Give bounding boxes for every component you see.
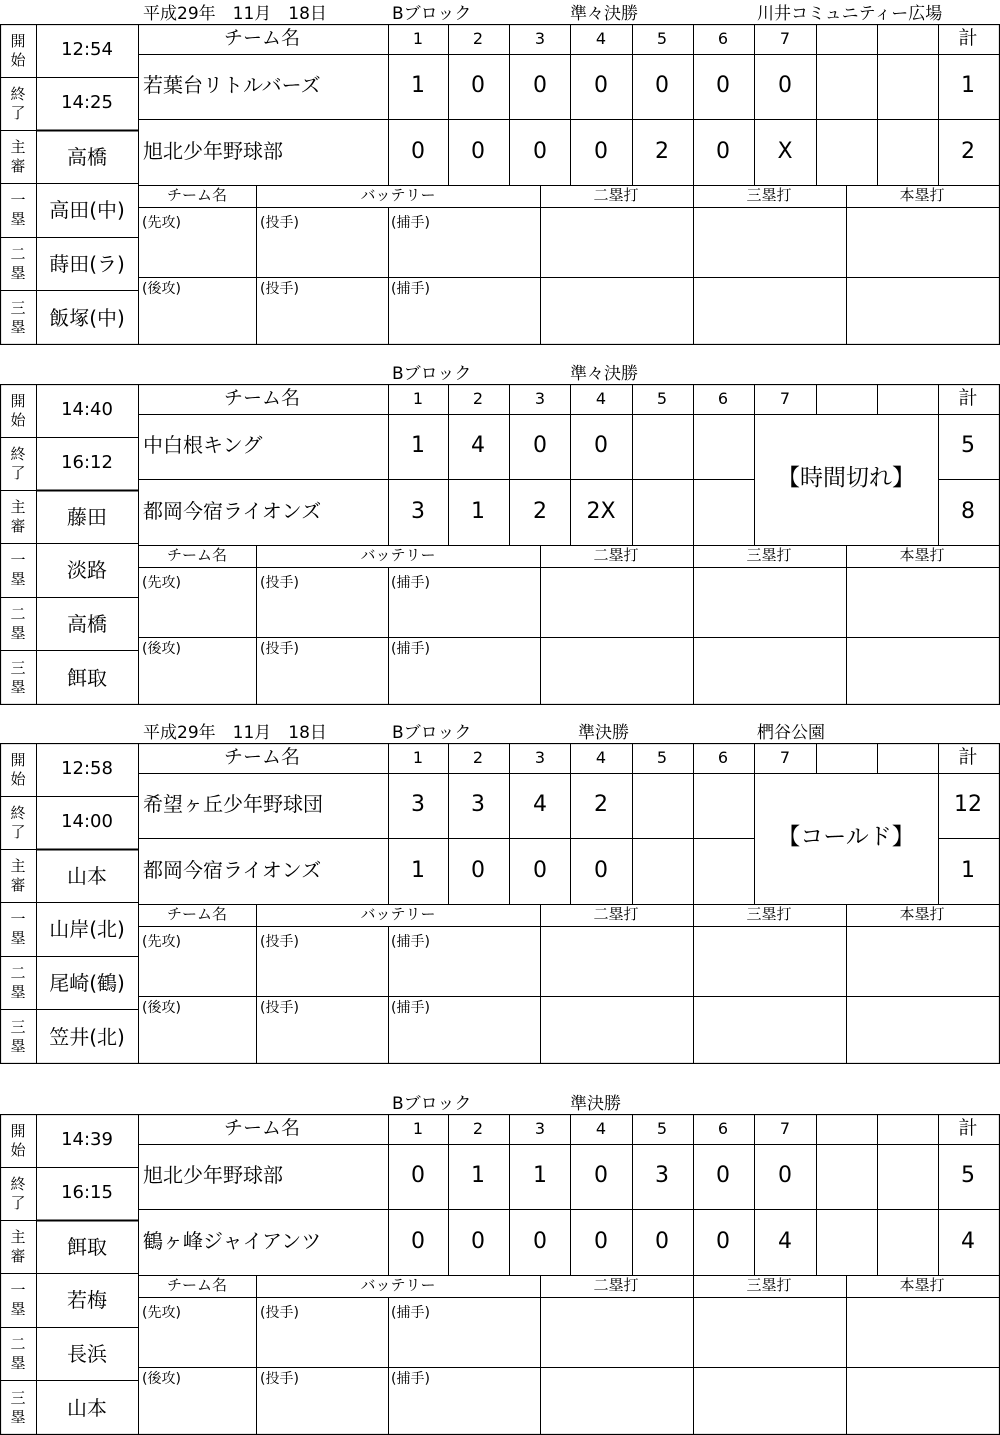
label-start-char: 開	[10, 1121, 26, 1140]
label-end	[6, 1175, 30, 1213]
label-end	[6, 804, 30, 842]
inning-score: 4	[778, 1229, 792, 1254]
label-start	[6, 1122, 30, 1160]
label-start	[6, 32, 30, 70]
team-name-header: チーム名	[223, 27, 301, 49]
inning-score: 1	[411, 433, 425, 458]
header-date: 平成29年 11月 18日	[143, 4, 327, 24]
base1-umpire: 山岸(北)	[49, 917, 125, 941]
inning-score: 1	[471, 1163, 485, 1188]
inning-score: 0	[533, 1229, 547, 1254]
catcher-label: (捕手)	[391, 215, 430, 231]
label-base2	[6, 964, 30, 1002]
inning-score: 2X	[586, 499, 616, 524]
base2-umpire: 蒔田(ラ)	[49, 251, 125, 276]
label-base3	[6, 1018, 30, 1056]
label-umpire-char: 主	[10, 856, 26, 875]
inning-score: 3	[655, 1163, 669, 1188]
triples-header: 三塁打	[746, 1276, 792, 1294]
homeruns-header: 本塁打	[899, 905, 945, 923]
start-time: 14:40	[61, 398, 113, 420]
homeruns-header: 本塁打	[899, 546, 945, 564]
team-total: 4	[961, 1229, 975, 1254]
label-base1-char: 塁	[10, 210, 26, 228]
inning-header: 1	[412, 29, 424, 48]
inning-header: 6	[717, 29, 729, 48]
inning-score: 3	[471, 792, 485, 817]
game-block	[0, 0, 1000, 345]
detail-team-header: チーム名	[166, 1276, 228, 1294]
inning-score: 3	[411, 792, 425, 817]
label-umpire	[6, 498, 30, 536]
team-total: 12	[954, 792, 982, 817]
game-end-note: 【時間切れ】	[777, 465, 915, 491]
base1-umpire: 淡路	[67, 558, 107, 582]
label-base3	[6, 1389, 30, 1427]
inning-score: 0	[411, 1229, 425, 1254]
team-name: 旭北少年野球部	[143, 139, 283, 163]
label-base1-char: 一	[10, 1281, 26, 1299]
base3-umpire: 笠井(北)	[49, 1024, 125, 1049]
end-time: 14:00	[61, 810, 113, 832]
inning-header: 1	[412, 748, 424, 767]
label-start-char: 始	[10, 769, 26, 788]
inning-score: 0	[655, 73, 669, 98]
detail-team-header: チーム名	[166, 905, 228, 923]
inning-score: 0	[471, 73, 485, 98]
game-header	[0, 1090, 1000, 1114]
inning-score: 3	[411, 499, 425, 524]
umpire-name: 藤田	[67, 504, 107, 529]
game-end-note: 【コールド】	[777, 824, 915, 850]
label-umpire-char: 審	[10, 156, 26, 175]
header-round: 準決勝	[570, 1094, 621, 1114]
label-end-char: 了	[10, 463, 26, 482]
game-header	[0, 719, 1000, 743]
battery-header: バッテリー	[360, 546, 436, 564]
inning-score: 0	[594, 1229, 608, 1254]
game-header	[0, 360, 1000, 384]
label-base3-char: 塁	[10, 1036, 26, 1055]
pitcher-label: (投手)	[260, 575, 299, 591]
base3-umpire: 飯塚(中)	[49, 305, 125, 330]
team-name-header: チーム名	[223, 387, 301, 409]
label-base1-char: 塁	[10, 1300, 26, 1318]
label-base3-char: 塁	[10, 317, 26, 336]
label-umpire-char: 主	[10, 497, 26, 516]
team-name: 若葉台リトルバーズ	[143, 73, 321, 97]
label-start-char: 始	[10, 50, 26, 69]
team-name: 中白根キング	[143, 433, 263, 457]
catcher-label: (捕手)	[391, 575, 430, 591]
label-start	[6, 392, 30, 430]
inning-score: 0	[778, 1163, 792, 1188]
inning-score: 0	[594, 139, 608, 164]
label-base2	[6, 245, 30, 283]
team-total: 1	[961, 73, 975, 98]
game-block	[0, 360, 1000, 705]
label-umpire	[6, 1228, 30, 1266]
detail-team-header: チーム名	[166, 546, 228, 564]
catcher-label: (捕手)	[391, 641, 430, 657]
doubles-header: 二塁打	[593, 546, 639, 564]
inning-header: 4	[595, 1119, 607, 1138]
base3-umpire: 山本	[67, 1395, 107, 1420]
label-base3-char: 塁	[10, 1407, 26, 1426]
label-base2	[6, 605, 30, 643]
inning-score: 0	[655, 1229, 669, 1254]
label-start-char: 始	[10, 1140, 26, 1159]
top-team-label: (先攻)	[142, 934, 181, 950]
inning-score: 0	[471, 139, 485, 164]
catcher-label: (捕手)	[391, 1371, 430, 1387]
label-base2-char: 二	[10, 244, 26, 263]
label-end-char: 了	[10, 822, 26, 841]
inning-score: 1	[411, 858, 425, 883]
total-header: 計	[958, 746, 978, 768]
label-base1	[6, 910, 30, 948]
inning-score: 0	[471, 1229, 485, 1254]
bottom-team-label: (後攻)	[142, 1371, 181, 1387]
pitcher-label: (投手)	[260, 281, 299, 297]
triples-header: 三塁打	[746, 905, 792, 923]
inning-score: 0	[594, 433, 608, 458]
label-umpire-char: 主	[10, 137, 26, 156]
label-start-char: 始	[10, 410, 26, 429]
label-base1-char: 一	[10, 551, 26, 569]
label-base2-char: 塁	[10, 1353, 26, 1372]
inning-score: 4	[533, 792, 547, 817]
score-sheet	[0, 1114, 1000, 1435]
label-end	[6, 85, 30, 123]
label-base2-char: 二	[10, 963, 26, 982]
inning-header: 2	[472, 29, 484, 48]
inning-header: 6	[717, 1119, 729, 1138]
inning-score: 0	[594, 73, 608, 98]
pitcher-label: (投手)	[260, 934, 299, 950]
label-umpire-char: 審	[10, 875, 26, 894]
label-base2-char: 二	[10, 1334, 26, 1353]
label-end-char: 了	[10, 103, 26, 122]
label-base2	[6, 1335, 30, 1373]
score-sheet	[0, 743, 1000, 1064]
doubles-header: 二塁打	[593, 905, 639, 923]
team-total: 5	[961, 433, 975, 458]
inning-header: 5	[656, 1119, 668, 1138]
base3-umpire: 餌取	[67, 665, 107, 690]
top-team-label: (先攻)	[142, 575, 181, 591]
pitcher-label: (投手)	[260, 1000, 299, 1016]
inning-header: 1	[412, 1119, 424, 1138]
inning-header: 7	[779, 29, 791, 48]
score-sheet	[0, 24, 1000, 345]
catcher-label: (捕手)	[391, 281, 430, 297]
label-umpire	[6, 857, 30, 895]
inning-score: 1	[533, 1163, 547, 1188]
base2-umpire: 尾崎(鶴)	[49, 970, 125, 995]
label-base1-char: 塁	[10, 929, 26, 947]
label-base3	[6, 659, 30, 697]
start-time: 14:39	[61, 1128, 113, 1150]
label-start-char: 開	[10, 391, 26, 410]
label-base3-char: 三	[10, 658, 26, 677]
umpire-name: 山本	[67, 863, 107, 888]
header-round: 準々決勝	[570, 364, 638, 384]
score-sheet	[0, 384, 1000, 705]
label-base2-char: 塁	[10, 263, 26, 282]
bottom-team-label: (後攻)	[142, 641, 181, 657]
team-name: 旭北少年野球部	[143, 1163, 283, 1187]
label-base1-char: 塁	[10, 570, 26, 588]
inning-header: 6	[717, 389, 729, 408]
bottom-team-label: (後攻)	[142, 1000, 181, 1016]
umpire-name: 高橋	[67, 144, 107, 169]
header-block: Bブロック	[392, 723, 472, 743]
inning-header: 4	[595, 29, 607, 48]
catcher-label: (捕手)	[391, 1000, 430, 1016]
team-total: 1	[961, 858, 975, 883]
start-time: 12:54	[61, 38, 113, 60]
inning-score: 0	[533, 858, 547, 883]
inning-score: 0	[716, 1229, 730, 1254]
inning-score: 2	[594, 792, 608, 817]
top-team-label: (先攻)	[142, 1305, 181, 1321]
team-total: 8	[961, 499, 975, 524]
inning-header: 4	[595, 748, 607, 767]
label-start-char: 開	[10, 31, 26, 50]
base2-umpire: 長浜	[67, 1341, 107, 1366]
pitcher-label: (投手)	[260, 215, 299, 231]
inning-header: 3	[534, 1119, 546, 1138]
inning-score: 4	[471, 433, 485, 458]
battery-header: バッテリー	[360, 905, 436, 923]
header-block: Bブロック	[392, 1094, 472, 1114]
label-end-char: 終	[10, 444, 26, 463]
game-block	[0, 1090, 1000, 1435]
inning-header: 7	[779, 389, 791, 408]
label-base3-char: 三	[10, 1388, 26, 1407]
inning-score: 0	[533, 73, 547, 98]
doubles-header: 二塁打	[593, 1276, 639, 1294]
inning-header: 1	[412, 389, 424, 408]
inning-score: 1	[471, 499, 485, 524]
label-base1	[6, 551, 30, 589]
team-total: 5	[961, 1163, 975, 1188]
inning-score: 0	[716, 1163, 730, 1188]
inning-score: 0	[411, 139, 425, 164]
inning-score: 0	[533, 433, 547, 458]
base1-umpire: 高田(中)	[49, 198, 125, 222]
inning-score: 2	[655, 139, 669, 164]
label-base3-char: 三	[10, 1017, 26, 1036]
pitcher-label: (投手)	[260, 641, 299, 657]
bottom-team-label: (後攻)	[142, 281, 181, 297]
label-umpire-char: 審	[10, 1246, 26, 1265]
label-base1	[6, 1281, 30, 1319]
inning-score: 2	[533, 499, 547, 524]
inning-score: 0	[716, 139, 730, 164]
label-umpire-char: 審	[10, 516, 26, 535]
inning-score: 0	[411, 1163, 425, 1188]
label-start	[6, 751, 30, 789]
top-team-label: (先攻)	[142, 215, 181, 231]
inning-header: 5	[656, 389, 668, 408]
label-base2-char: 二	[10, 604, 26, 623]
start-time: 12:58	[61, 757, 113, 779]
end-time: 16:15	[61, 1181, 113, 1203]
game-block	[0, 719, 1000, 1064]
detail-team-header: チーム名	[166, 186, 228, 204]
inning-score: 0	[533, 139, 547, 164]
header-venue: 椚谷公園	[757, 723, 825, 743]
label-end-char: 了	[10, 1193, 26, 1212]
label-base1	[6, 191, 30, 229]
total-header: 計	[958, 1117, 978, 1139]
total-header: 計	[958, 387, 978, 409]
team-name-header: チーム名	[223, 1117, 301, 1139]
inning-header: 2	[472, 748, 484, 767]
label-base1-char: 一	[10, 191, 26, 209]
battery-header: バッテリー	[360, 186, 436, 204]
end-time: 16:12	[61, 451, 113, 473]
label-base3	[6, 299, 30, 337]
label-base3-char: 三	[10, 298, 26, 317]
catcher-label: (捕手)	[391, 934, 430, 950]
triples-header: 三塁打	[746, 186, 792, 204]
team-total: 2	[961, 139, 975, 164]
inning-header: 3	[534, 389, 546, 408]
header-block: Bブロック	[392, 364, 472, 384]
label-umpire	[6, 138, 30, 176]
triples-header: 三塁打	[746, 546, 792, 564]
label-base2-char: 塁	[10, 982, 26, 1001]
label-base1-char: 一	[10, 910, 26, 928]
homeruns-header: 本塁打	[899, 186, 945, 204]
game-header	[0, 0, 1000, 24]
header-round: 準々決勝	[570, 4, 638, 24]
header-date: 平成29年 11月 18日	[143, 723, 327, 743]
inning-header: 7	[779, 1119, 791, 1138]
inning-header: 6	[717, 748, 729, 767]
label-end-char: 終	[10, 1174, 26, 1193]
inning-header: 7	[779, 748, 791, 767]
inning-header: 5	[656, 29, 668, 48]
total-header: 計	[958, 27, 978, 49]
base2-umpire: 高橋	[67, 611, 107, 636]
label-end-char: 終	[10, 803, 26, 822]
label-start-char: 開	[10, 750, 26, 769]
label-base3-char: 塁	[10, 677, 26, 696]
label-end	[6, 445, 30, 483]
inning-score: 0	[594, 1163, 608, 1188]
inning-score: 0	[594, 858, 608, 883]
header-block: Bブロック	[392, 4, 472, 24]
umpire-name: 餌取	[67, 1234, 107, 1259]
header-venue: 川井コミュニティー広場	[757, 4, 943, 24]
battery-header: バッテリー	[360, 1276, 436, 1294]
inning-header: 3	[534, 748, 546, 767]
inning-score: 0	[471, 858, 485, 883]
doubles-header: 二塁打	[593, 186, 639, 204]
base1-umpire: 若梅	[67, 1288, 107, 1312]
inning-score: 0	[716, 73, 730, 98]
label-end-char: 終	[10, 84, 26, 103]
team-name-header: チーム名	[223, 746, 301, 768]
inning-header: 5	[656, 748, 668, 767]
inning-header: 2	[472, 1119, 484, 1138]
inning-header: 3	[534, 29, 546, 48]
pitcher-label: (投手)	[260, 1371, 299, 1387]
label-umpire-char: 主	[10, 1227, 26, 1246]
inning-score: 0	[778, 73, 792, 98]
homeruns-header: 本塁打	[899, 1276, 945, 1294]
inning-score: X	[777, 139, 793, 164]
catcher-label: (捕手)	[391, 1305, 430, 1321]
end-time: 14:25	[61, 91, 113, 113]
inning-header: 2	[472, 389, 484, 408]
team-name: 鶴ヶ峰ジャイアンツ	[143, 1229, 322, 1253]
label-base2-char: 塁	[10, 623, 26, 642]
team-name: 希望ヶ丘少年野球団	[143, 792, 323, 816]
inning-header: 4	[595, 389, 607, 408]
team-name: 都岡今宿ライオンズ	[143, 858, 322, 882]
header-round: 準決勝	[578, 723, 629, 743]
inning-score: 1	[411, 73, 425, 98]
pitcher-label: (投手)	[260, 1305, 299, 1321]
team-name: 都岡今宿ライオンズ	[143, 499, 322, 523]
